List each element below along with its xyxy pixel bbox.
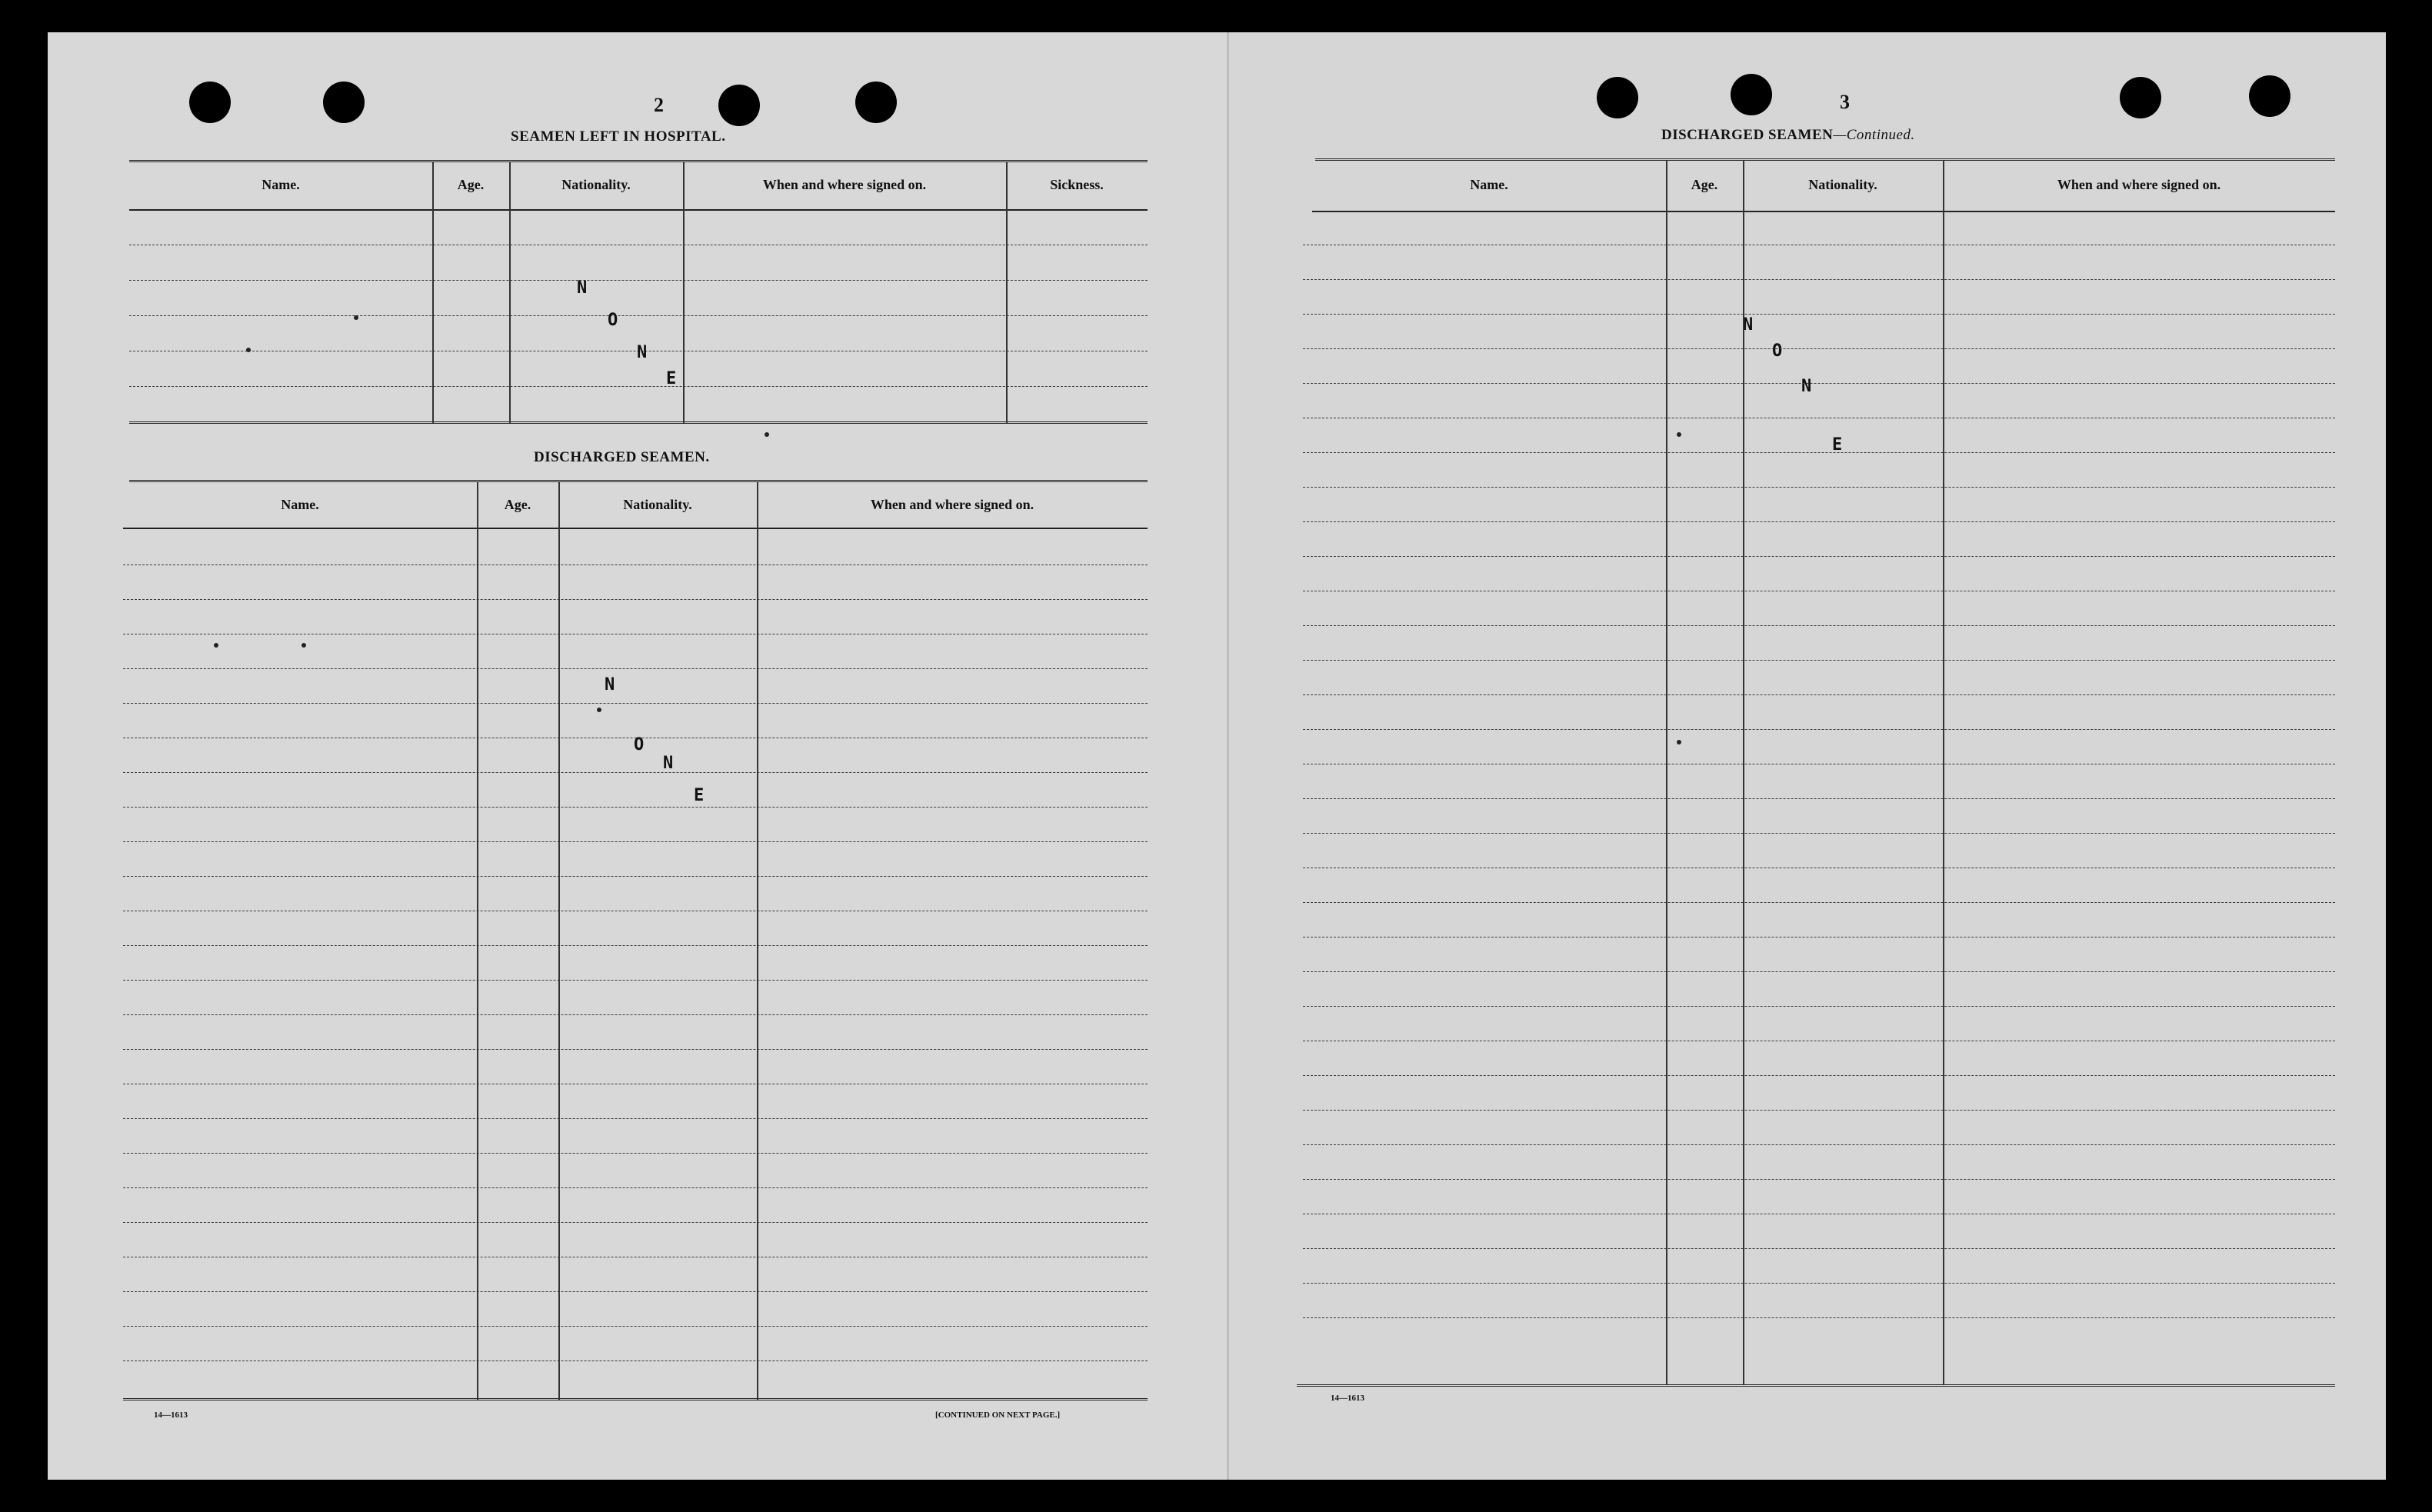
ink-speck bbox=[246, 348, 251, 352]
none-stamp-letter: N bbox=[577, 278, 588, 298]
row-line bbox=[1303, 1075, 2335, 1076]
row-line bbox=[1303, 383, 2335, 384]
punch-hole bbox=[855, 82, 897, 123]
page-number: 3 bbox=[1840, 91, 1850, 113]
row-line bbox=[1303, 833, 2335, 834]
column-divider bbox=[477, 481, 478, 1400]
row-line bbox=[129, 280, 1148, 281]
row-line bbox=[1303, 314, 2335, 315]
row-line bbox=[123, 1049, 1148, 1050]
ink-speck bbox=[765, 432, 769, 437]
punch-hole bbox=[1731, 74, 1772, 115]
form-number: 14—1613 bbox=[154, 1410, 188, 1420]
row-line bbox=[123, 841, 1148, 842]
row-line bbox=[1303, 348, 2335, 349]
row-line bbox=[1303, 937, 2335, 938]
ink-speck bbox=[1677, 432, 1681, 437]
none-stamp-letter: O bbox=[608, 311, 618, 330]
column-header-age: Age. bbox=[504, 497, 531, 512]
row-line bbox=[1303, 1283, 2335, 1284]
row-line bbox=[1303, 971, 2335, 972]
row-line bbox=[123, 1222, 1148, 1223]
column-header-name: Name. bbox=[1470, 177, 1508, 192]
column-divider bbox=[1006, 162, 1008, 423]
table-bottom-rule bbox=[129, 421, 1148, 424]
column-header-signed-on: When and where signed on. bbox=[2057, 177, 2221, 192]
row-line bbox=[123, 1153, 1148, 1154]
column-header-nationality: Nationality. bbox=[1808, 177, 1877, 192]
none-stamp-letter: N bbox=[663, 754, 674, 773]
row-line bbox=[123, 807, 1148, 808]
section-title-suffix: —Continued. bbox=[1833, 127, 1915, 143]
column-divider bbox=[1943, 160, 1944, 1384]
section-title-discharged-continued bbox=[1661, 127, 1915, 144]
punch-hole bbox=[718, 85, 760, 126]
punch-hole bbox=[1597, 77, 1638, 118]
row-line bbox=[1303, 1248, 2335, 1249]
column-divider bbox=[1743, 160, 1744, 1384]
row-line bbox=[123, 668, 1148, 669]
row-line bbox=[1303, 452, 2335, 453]
ink-speck bbox=[597, 708, 601, 712]
row-line bbox=[1303, 1006, 2335, 1007]
row-line bbox=[123, 1360, 1148, 1361]
table-top-rule bbox=[1315, 158, 2335, 161]
row-line bbox=[123, 1118, 1148, 1119]
row-line bbox=[1303, 694, 2335, 695]
column-header-signed-on: When and where signed on. bbox=[870, 497, 1034, 512]
row-line bbox=[123, 980, 1148, 981]
none-stamp-letter: O bbox=[1772, 341, 1783, 361]
punch-hole bbox=[189, 82, 231, 123]
row-line bbox=[1303, 279, 2335, 280]
column-divider bbox=[1666, 160, 1667, 1384]
row-line bbox=[1303, 729, 2335, 730]
page-fold bbox=[1227, 32, 1229, 1480]
row-line bbox=[1297, 1384, 2335, 1387]
header-rule bbox=[129, 209, 1148, 211]
row-line bbox=[1303, 660, 2335, 661]
ink-speck bbox=[302, 643, 306, 648]
column-divider bbox=[683, 162, 685, 423]
row-line bbox=[1303, 1144, 2335, 1145]
column-header-age: Age. bbox=[1691, 177, 1718, 192]
column-header-signed-on: When and where signed on. bbox=[762, 177, 927, 192]
row-line bbox=[1303, 902, 2335, 903]
row-line bbox=[123, 876, 1148, 877]
section-title-discharged: DISCHARGED SEAMEN. bbox=[534, 449, 710, 465]
none-stamp-letter: N bbox=[605, 675, 615, 694]
row-line bbox=[1303, 1179, 2335, 1180]
table-top-rule bbox=[129, 160, 1148, 162]
punch-hole bbox=[2249, 75, 2290, 117]
row-line bbox=[129, 315, 1148, 316]
column-header-sickness: Sickness. bbox=[1050, 177, 1104, 192]
row-line bbox=[1303, 625, 2335, 626]
none-stamp-letter: N bbox=[1801, 377, 1812, 396]
row-line bbox=[123, 1014, 1148, 1015]
left-page bbox=[48, 32, 1228, 1480]
none-stamp-letter: N bbox=[1743, 315, 1754, 335]
right-page bbox=[1228, 32, 2386, 1480]
column-divider bbox=[757, 481, 758, 1400]
column-header-nationality: Nationality. bbox=[623, 497, 692, 512]
none-stamp-letter: E bbox=[666, 369, 677, 388]
row-line bbox=[123, 1187, 1148, 1188]
row-line bbox=[123, 772, 1148, 773]
none-stamp-letter: E bbox=[694, 786, 705, 805]
column-divider bbox=[432, 162, 434, 423]
row-line bbox=[1303, 1317, 2335, 1318]
row-line bbox=[129, 386, 1148, 387]
column-header-name: Name. bbox=[262, 177, 300, 192]
none-stamp-letter: O bbox=[634, 735, 645, 754]
row-line bbox=[123, 599, 1148, 600]
row-line bbox=[123, 1326, 1148, 1327]
punch-hole bbox=[323, 82, 365, 123]
ink-speck bbox=[1677, 740, 1681, 744]
column-header-age: Age. bbox=[457, 177, 485, 192]
page-number: 2 bbox=[654, 94, 664, 116]
row-line bbox=[123, 1398, 1148, 1400]
header-rule bbox=[1312, 211, 2335, 212]
ink-speck bbox=[214, 643, 218, 648]
column-divider bbox=[509, 162, 511, 423]
none-stamp-letter: E bbox=[1832, 435, 1843, 455]
section-title-text: DISCHARGED SEAMEN bbox=[1661, 127, 1834, 143]
header-rule bbox=[123, 528, 1148, 529]
column-divider bbox=[558, 481, 560, 1400]
column-header-nationality: Nationality. bbox=[561, 177, 631, 192]
row-line bbox=[1303, 798, 2335, 799]
row-line bbox=[1303, 556, 2335, 557]
none-stamp-letter: N bbox=[637, 343, 648, 362]
section-title-hospital: SEAMEN LEFT IN HOSPITAL. bbox=[511, 128, 726, 145]
continued-note: [CONTINUED ON NEXT PAGE.] bbox=[935, 1410, 1061, 1420]
row-line bbox=[123, 703, 1148, 704]
ink-speck bbox=[354, 315, 358, 320]
row-line bbox=[1303, 521, 2335, 522]
row-line bbox=[1303, 1110, 2335, 1111]
row-line bbox=[123, 1291, 1148, 1292]
form-number: 14—1613 bbox=[1331, 1394, 1364, 1403]
row-line bbox=[1303, 487, 2335, 488]
table-top-rule bbox=[129, 480, 1148, 482]
column-header-name: Name. bbox=[281, 497, 319, 512]
row-line bbox=[123, 945, 1148, 946]
punch-hole bbox=[2120, 77, 2161, 118]
